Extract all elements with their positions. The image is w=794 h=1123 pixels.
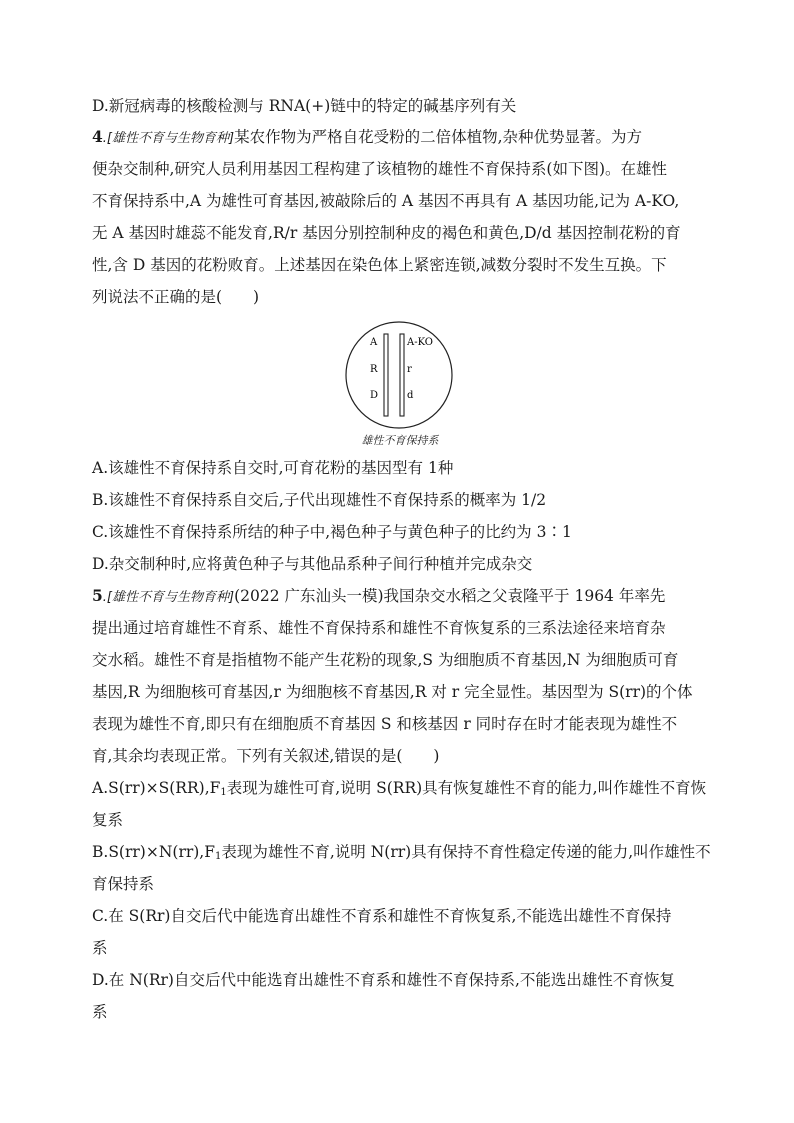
gene-label-left: R <box>370 364 378 375</box>
q5-stem-text: (2022 广东汕头一模)我国杂交水稻之父袁隆平于 1964 年率先 <box>234 587 666 605</box>
q5-option-b <box>92 842 711 867</box>
q4-stem-line-4: 无 A 基因时雄蕊不能发育,R/r 基因分别控制种皮的褐色和黄色,D/d 基因控制花粉的育 <box>92 224 681 242</box>
q5-stem-line-2: 提出通过培育雄性不育系、雄性不育保持系和雄性不育恢复系的三系法途径来培育杂 <box>92 619 666 637</box>
q3-option-d: D.新冠病毒的核酸检测与 RNA(+)链中的特定的碱基序列有关 <box>92 97 517 115</box>
q4-option-a: A.该雄性不育保持系自交时,可育花粉的基因型有 1种 <box>92 459 454 477</box>
q5-stem-line-5: 表现为雄性不育,即只有在细胞质不育基因 S 和核基因 r 同时存在时才能表现为雄性不 <box>92 715 678 733</box>
left-chromosome <box>384 334 388 416</box>
q4-stem-line-5: 性,含 D 基因的花粉败育。上述基因在染色体上紧密连锁,减数分裂时不发生互换。下 <box>92 256 667 274</box>
q5-option-b-text: B.S(rr)×N(rr),F <box>92 843 215 861</box>
q4-stem-line-6: 列说法不正确的是( ) <box>92 288 260 306</box>
q5-option-a-text: A.S(rr)×S(RR),F <box>92 779 221 797</box>
gene-label-left: A <box>370 337 378 348</box>
q5-option-c: C.在 S(Rr)自交后代中能选育出雄性不育系和雄性不育恢复系,不能选出雄性不育保持 <box>92 907 672 925</box>
q5-stem-line-6: 育,其余均表现正常。下列有关叙述,错误的是( ) <box>92 747 440 765</box>
q5-option-a <box>92 778 706 803</box>
q4-number: 4 <box>92 127 103 146</box>
q5-option-c-cont: 系 <box>92 939 108 957</box>
q4-stem-line-2: 便杂交制种,研究人员利用基因工程构建了该植物的雄性不育保持系(如下图)。在雄性 <box>92 160 668 178</box>
q4-option-b: B.该雄性不育保持系自交后,子代出现雄性不育保持系的概率为 1/2 <box>92 491 547 509</box>
right-chromosome <box>400 334 404 416</box>
q4-option-c: C.该雄性不育保持系所结的种子中,褐色种子与黄色种子的比约为 3∶1 <box>92 523 572 541</box>
gene-label-right: r <box>407 364 412 375</box>
subscript: 1 <box>215 851 222 862</box>
q4-option-d: D.杂交制种时,应将黄色种子与其他品系种子间行种植并完成杂交 <box>92 555 533 573</box>
q4-topic-tag: .[雄性不育与生物育种] <box>102 131 235 146</box>
q5-option-b-text: 表现为雄性不育,说明 N(rr)具有保持不育性稳定传递的能力,叫作雄性不 <box>221 843 711 861</box>
gene-label-left: D <box>370 390 379 401</box>
q4-stem-line-3: 不育保持系中,A 为雄性可育基因,被敲除后的 A 基因不再具有 A 基因功能,记为 A-KO, <box>92 192 680 210</box>
q5-stem-line-4: 基因,R 为细胞核可育基因,r 为细胞核不育基因,R 对 r 完全显性。基因型为 S(rr)的个体 <box>92 683 693 701</box>
q5-option-d: D.在 N(Rr)自交后代中能选育出雄性不育系和雄性不育保持系,不能选出雄性不育恢复 <box>92 971 675 989</box>
subscript: 1 <box>220 787 227 798</box>
q4-stem-line-1 <box>92 127 642 149</box>
chromosome-figure <box>344 320 454 430</box>
q5-stem-line-3: 交水稻。雄性不育是指植物不能产生花粉的现象,S 为细胞质不育基因,N 为细胞质可育 <box>92 651 679 669</box>
q4-stem-text: 某农作物为严格自花受粉的二倍体植物,杂种优势显著。为方 <box>234 128 643 146</box>
q5-stem-line-1 <box>92 586 665 608</box>
gene-label-right: A-KO <box>407 337 434 348</box>
q5-topic-tag: .[雄性不育与生物育种] <box>102 590 235 605</box>
q5-option-a-text: 表现为雄性可育,说明 S(RR)具有恢复雄性不育的能力,叫作雄性不育恢 <box>226 779 707 797</box>
q5-option-b-cont: 育保持系 <box>92 875 155 893</box>
q5-option-a-cont: 复系 <box>92 811 124 829</box>
figure-caption: 雄性不育保持系 <box>361 434 439 447</box>
q5-option-d-cont: 系 <box>92 1003 108 1021</box>
gene-label-right: d <box>407 390 414 401</box>
cell-outline <box>346 322 452 428</box>
q5-number: 5 <box>92 586 103 605</box>
